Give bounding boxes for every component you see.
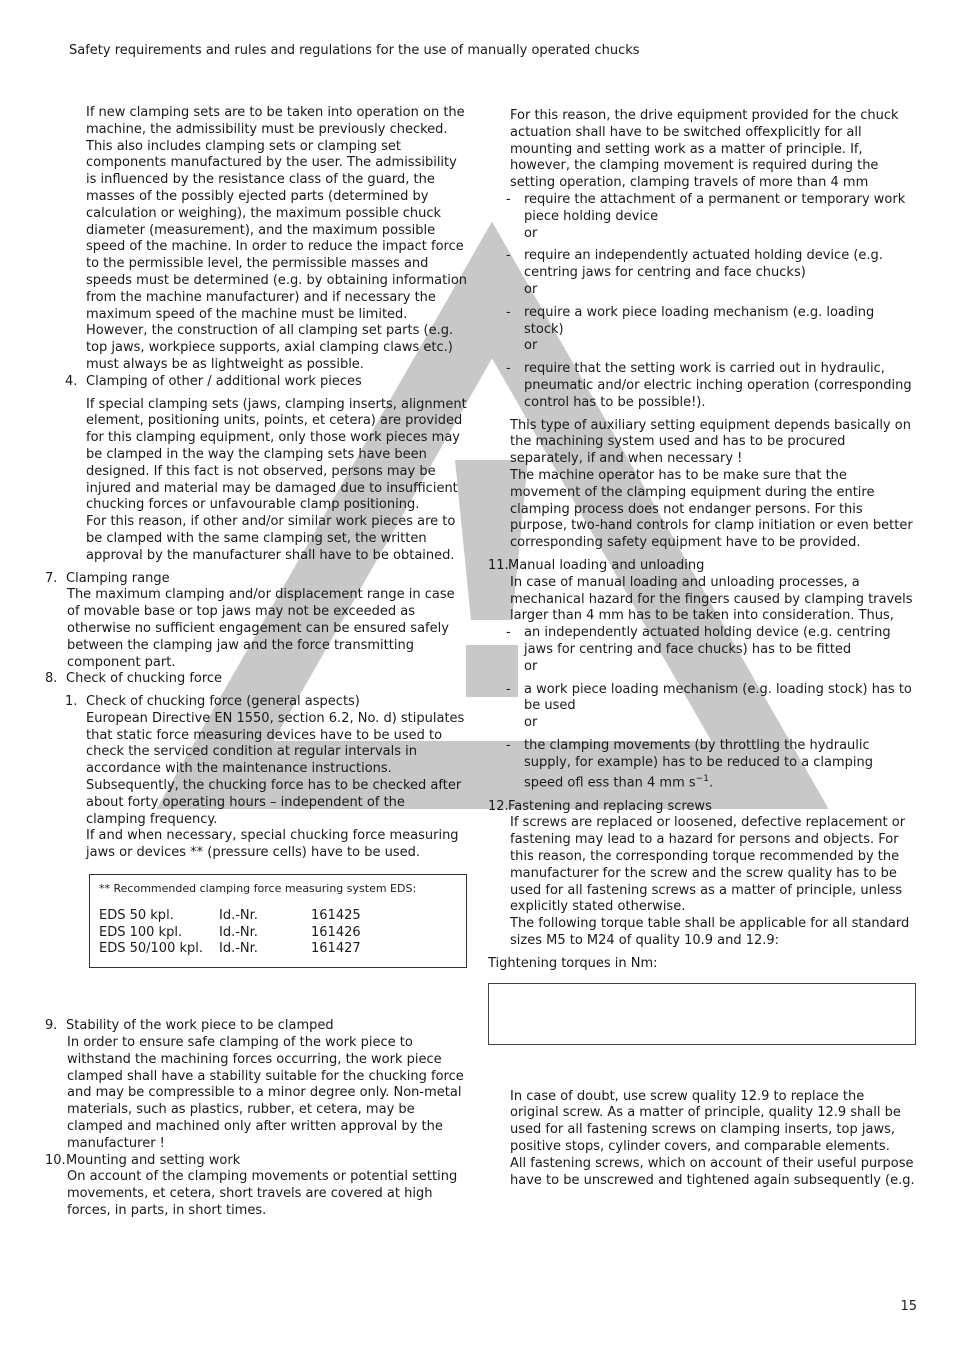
section-10-body: On account of the clamping movements or potential setting movements, et cetera, short travels are covered at high forces, in parts, in short times. xyxy=(67,1169,458,1219)
list-item xyxy=(488,625,916,675)
dash-marker: - xyxy=(506,191,511,207)
eds-name: EDS 100 kpl. xyxy=(99,924,183,940)
eds-recommendation-box xyxy=(89,874,467,968)
table-row xyxy=(99,925,361,942)
left-column xyxy=(45,105,467,1220)
section-4-para-1: If special clamping sets (jaws, clamping inserts, alignment element, positioning units, points, et cetera) are provided for this clamping equipment, only those work pieces may be clamped in the way the clamping sets have been designed. If this fact is not observed, persons may be injured and material may be damaged due to insufficient chucking forces or unfavourable clamp positioning. xyxy=(86,396,467,513)
section-8-1-para-2: If and when necessary, special chucking force measuring jaws or devices ** (pressure cells) have to be used. xyxy=(86,828,459,861)
eds-name: EDS 50/100 kpl. xyxy=(99,941,203,957)
section-4-para-2: For this reason, if other and/or similar work pieces are to be clamped with the same clamping set, the written approval by the manufacturer shall have to be obtained. xyxy=(86,514,456,563)
section-9-body: In order to ensure safe clamping of the work piece to withstand the machining forces occurring, the work piece clamped shall have a stability suitable for the chucking force and may be compressible to a minor degree only. Non-metal materials, such as plastics, rubber, et cetera, may be clamped and machined only after written approval by the manufacturer ! xyxy=(67,1035,464,1151)
eds-table xyxy=(99,908,361,958)
list-item xyxy=(488,248,916,298)
dash-marker: - xyxy=(506,625,511,641)
list-item xyxy=(488,192,916,242)
page-number: 15 xyxy=(900,1299,917,1314)
eds-title: ** Recommended clamping force measuring system EDS: xyxy=(99,882,417,896)
dash-marker: - xyxy=(506,681,511,697)
section-7-body: The maximum clamping and/or displacement range in case of movable base or top jaws may not be exceeded as otherwise no sufficient engagement can be ensured safely between the clamping jaw and the force transmitting component part. xyxy=(67,587,455,670)
section-11-title: Manual loading and unloading xyxy=(508,557,705,573)
section-12-para-2: The following torque table shall be applicable for all standard sizes M5 to M24 of quality 10.9 and 12.9: xyxy=(510,916,910,948)
list-item xyxy=(488,738,916,793)
doubt-para: In case of doubt, use screw quality 12.9 to replace the original screw. As a matter of principle, quality 12.9 shall be used for all fastening screws on clamping inserts, top jaws, positive stops, cylinder covers, and comparable elements. xyxy=(510,1088,901,1154)
section-8-1-para-1: European Directive EN 1550, section 6.2, No. d) stipulates that static force measuring devices have to be used to check the serviced condition at regular intervals in accordance with the maintenance instructions. Subsequently, the chucking force has to be checked after about forty operating hours – independent of the clamping frequency. xyxy=(86,710,465,827)
or-text: or xyxy=(524,281,538,297)
section-7-number: 7. xyxy=(45,570,58,586)
section-8-1-body xyxy=(45,711,467,862)
list-item xyxy=(488,361,916,411)
eds-id: 161426 xyxy=(311,924,361,940)
section-12-title: Fastening and replacing screws xyxy=(508,798,712,814)
section-10-heading xyxy=(45,1153,467,1170)
dash-marker: - xyxy=(506,248,511,264)
all-screws-para: All fastening screws, which on account of their useful purpose have to be unscrewed and tightened again subsequently (e.g. xyxy=(510,1155,915,1188)
eds-id-label: Id.-Nr. xyxy=(219,907,258,923)
auxiliary-equipment-text xyxy=(488,418,916,552)
table-row xyxy=(99,908,361,925)
section-12-para-1: If screws are replaced or loosened, defective replacement or fastening may lead to a hazard for persons and objects. For this reason, the corresponding torque recommended by the manufacturer for the screw and the screw quality has to be used for all fastening screws as a matter of principle, unless explicitly stated otherwise. xyxy=(510,815,906,915)
section-11-body: In case of manual loading and unloading processes, a mechanical hazard for the fingers caused by clamping travels larger than 4 mm has to be taken into consideration. Thus, xyxy=(510,574,913,624)
torque-table-label: Tightening torques in Nm: xyxy=(488,955,658,971)
dash-text: a work piece loading mechanism (e.g. loading stock) has to be used xyxy=(524,681,912,714)
eds-name: EDS 50 kpl. xyxy=(99,907,174,923)
section-7-heading xyxy=(45,571,467,588)
eds-id-label: Id.-Nr. xyxy=(219,941,258,957)
para-new-clamping-sets: If new clamping sets are to be taken into operation on the machine, the admissibility must be previously checked. This also includes clamping sets or clamping set components manufactured by the user. The admissibility is influenced by the resistance class of the guard, the masses of the possibly ejected parts (determined by calculation or weighing), the maximum possible chuck diameter (measurement), and the maximum possible speed of the machine. In order to reduce the impact force to the permissible level, the permissible masses and speeds must be determined (e.g. by obtaining information from the machine manufacturer) and if necessary the maximum speed of the machine must be limited. However, the construction of all clamping set parts (e.g. top jaws, workpiece supports, axial clamping claws etc.) must always be as lightweight as possible. xyxy=(86,105,468,372)
or-text: or xyxy=(524,225,538,241)
section-11-heading xyxy=(488,558,916,575)
torque-table-box xyxy=(488,983,916,1045)
table-row xyxy=(99,941,361,958)
or-text: or xyxy=(524,658,538,674)
dash-marker: - xyxy=(506,361,511,377)
dash-text: require the attachment of a permanent or temporary work piece holding device xyxy=(524,191,906,224)
section-8-1-heading xyxy=(45,694,467,711)
section-4-heading xyxy=(45,374,467,391)
or-text: or xyxy=(524,338,538,354)
dash-text xyxy=(524,738,916,793)
list-item xyxy=(488,682,916,732)
section-4-body xyxy=(45,397,467,565)
page-header: Safety requirements and rules and regulations for the use of manually operated chucks xyxy=(69,43,640,58)
section-12-heading xyxy=(488,799,916,816)
section-12-body xyxy=(488,815,916,949)
right-column xyxy=(488,108,916,1189)
section-4-title: Clamping of other / additional work pieces xyxy=(86,373,362,389)
dash-text: an independently actuated holding device (e.g. centring jaws for centring and face chucks) has to be fitted xyxy=(524,625,891,657)
section-4-number: 4. xyxy=(65,373,78,389)
dash-marker: - xyxy=(506,737,511,753)
section-8-title: Check of chucking force xyxy=(66,671,223,687)
dash-text: require a work piece loading mechanism (e.g. loading stock) xyxy=(524,304,875,337)
eds-id: 161427 xyxy=(311,941,361,957)
section-11-number: 11. xyxy=(488,557,509,573)
dash-marker: - xyxy=(506,304,511,320)
aux-para-2: The machine operator has to be make sure that the movement of the clamping equipment during the entire clamping process does not endanger persons. For this purpose, two-hand controls for clamp initiation or even better corresponding safety equipment have to be provided. xyxy=(510,467,913,551)
section-10-number: 10. xyxy=(45,1152,66,1168)
section-7-title: Clamping range xyxy=(66,570,170,586)
section-9-heading xyxy=(45,1018,467,1035)
aux-para-1: This type of auxiliary setting equipment depends basically on the machining system used and has to be procured separately, if and when necessary ! xyxy=(510,417,911,467)
section-8-heading xyxy=(45,671,467,688)
section-9-title: Stability of the work piece to be clamped xyxy=(66,1018,334,1034)
eds-id-label: Id.-Nr. xyxy=(219,924,258,940)
para-drive-equipment: For this reason, the drive equipment provided for the chuck actuation shall have to be switched offexplicitly for all mounting and setting work as a matter of principle. If, however, the clamping movement is required during the setting operation, clamping travels of more than 4 mm xyxy=(510,108,899,191)
screw-quality-text xyxy=(488,1089,916,1190)
section-9-number: 9. xyxy=(45,1018,58,1034)
dash-text: require that the setting work is carried out in hydraulic, pneumatic and/or electric inching operation (corresponding control has to be possible!). xyxy=(524,361,912,410)
dash-text: require an independently actuated holding device (e.g. centring jaws for centring and face chucks) xyxy=(524,248,883,281)
section-10-title: Mounting and setting work xyxy=(66,1152,241,1168)
dash-text-end: . xyxy=(708,775,714,791)
section-8-number: 8. xyxy=(45,671,58,687)
section-8-1-title: Check of chucking force (general aspects) xyxy=(86,694,360,710)
or-text: or xyxy=(524,715,538,731)
eds-id: 161425 xyxy=(311,907,361,923)
section-8-1-number: 1. xyxy=(65,694,78,710)
dash-text-main: the clamping movements (by throttling the hydraulic supply, for example) has to be reduced to a clamping speed ofl ess than 4 mm s xyxy=(524,737,874,791)
list-item xyxy=(488,305,916,355)
section-12-number: 12. xyxy=(488,798,509,814)
dash-text-sup: −1 xyxy=(695,774,709,785)
